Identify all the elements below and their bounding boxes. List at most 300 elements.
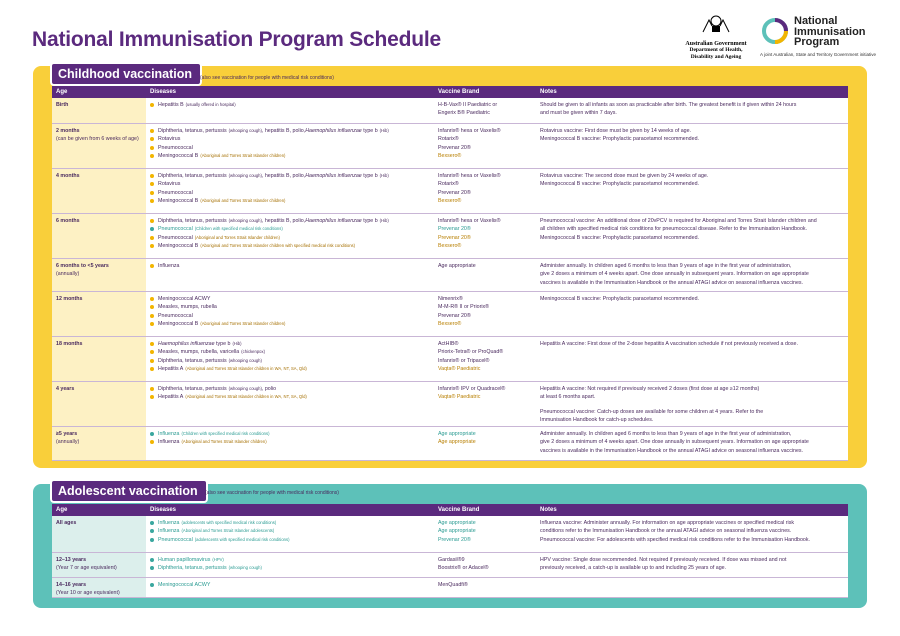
brand-cell xyxy=(434,427,536,460)
disease-small: (Aboriginal and Torres Strait Islander children) xyxy=(200,320,286,326)
bullet-icon xyxy=(150,322,154,326)
disease-small: (Aboriginal and Torres Strait Islander children in WA, NT, SA, Qld) xyxy=(185,365,307,371)
disease-text xyxy=(158,527,274,535)
vaccine-brand: ActHIB® xyxy=(438,341,459,347)
notes-cell xyxy=(536,124,848,168)
age-label: 12 months xyxy=(56,296,83,302)
bullet-icon xyxy=(150,264,154,268)
note-line: Immunisation Handbook for catch-up schedules. xyxy=(540,416,654,423)
note-line: give 2 doses a minimum of 4 weeks apart. One dose annually in subsequent years. Information on age appropriate xyxy=(540,271,809,278)
disease-text: Diphtheria, tetanus, pertussis xyxy=(158,386,227,392)
table-row xyxy=(52,124,848,169)
disease-item xyxy=(150,127,430,135)
vaccine-brand: Vaqta® Paediatric xyxy=(438,365,481,372)
disease-item xyxy=(150,527,430,535)
disease-text: Measles, mumps, rubella, varicella xyxy=(158,349,240,356)
notes-cell xyxy=(536,382,848,426)
disease-text: Pneumococcal xyxy=(158,312,193,319)
nip-line3: Program xyxy=(794,36,840,48)
disease-text3: type b xyxy=(361,128,378,134)
nip-line1: National xyxy=(794,15,838,27)
brand-cell xyxy=(434,516,536,552)
disease-item xyxy=(150,234,430,242)
disease-text xyxy=(158,385,276,393)
brand-cell xyxy=(434,259,536,291)
disease-item xyxy=(150,101,430,109)
age-cell xyxy=(52,516,146,552)
disease-text: Pneumococcal xyxy=(158,536,193,543)
disease-text: Meningococcal B xyxy=(158,242,199,249)
disease-text xyxy=(158,340,242,348)
vaccine-brand: Infanrix® hexa or Vaxelis® xyxy=(438,173,501,179)
disease-text xyxy=(158,180,180,188)
table-row xyxy=(52,214,848,259)
disease-text: Pneumococcal xyxy=(158,189,193,196)
vaccine-brand: Infanrix® IPV or Quadracel® xyxy=(438,386,506,392)
note-line: at least 6 months apart. xyxy=(540,394,596,401)
diseases-cell xyxy=(146,516,434,552)
age-cell xyxy=(52,98,146,123)
disease-text: Diphtheria, tetanus, pertussis xyxy=(158,565,227,572)
brand-cell xyxy=(434,578,536,597)
header-age: Age xyxy=(56,89,68,95)
vaccine-brand: Rotarix® xyxy=(438,136,459,143)
note-line: vaccines is available in the Immunisation Handbook or the annual ATAGI advice on seasonal influenza vaccines. xyxy=(540,447,804,454)
disease-text: Meningococcal B xyxy=(158,320,199,327)
note-line: all children with specified medical risk conditions for pneumococcal disease. Refer to the Immunisation Handbook. xyxy=(540,226,808,233)
disease-small: (Aboriginal and Torres Strait Islander adolescents) xyxy=(181,528,275,534)
nip-subtitle: A joint Australian, State and Territory Government initiative xyxy=(760,52,876,57)
diseases-cell xyxy=(146,98,434,123)
header-notes: Notes xyxy=(540,89,557,95)
vaccine-brand: Age appropriate xyxy=(438,439,476,446)
vaccine-brand: MenQuadfi® xyxy=(438,582,468,588)
bullet-icon xyxy=(150,440,154,444)
disease-italic: Haemophilus influenzae xyxy=(305,128,362,134)
note-line: Hepatitis A vaccine: Not required if previously received 2 doses (first dose at age ≥12 months) xyxy=(540,386,760,392)
table-row xyxy=(52,382,848,427)
adolescent-section-note: (also see vaccination for people with medical risk conditions) xyxy=(205,490,339,496)
brand-cell xyxy=(434,124,536,168)
table-row xyxy=(52,516,848,553)
gov-line1: Australian Government xyxy=(685,41,747,47)
brand-cell xyxy=(434,169,536,213)
bullet-icon xyxy=(150,146,154,150)
disease-text: Influenza xyxy=(158,431,180,437)
disease-item xyxy=(150,340,430,348)
table-row xyxy=(52,169,848,214)
disease-text: Rotavirus xyxy=(158,136,181,143)
vaccine-brand: Bexsero® xyxy=(438,152,462,159)
disease-small: (whooping cough) xyxy=(228,173,262,178)
disease-item xyxy=(150,144,430,152)
disease-text: Rotavirus xyxy=(158,181,181,188)
bullet-icon xyxy=(150,182,154,186)
note-line: Meningococcal B vaccine: Prophylactic paracetamol recommended. xyxy=(540,181,699,188)
table-row xyxy=(52,553,848,578)
disease-text: Hepatitis A xyxy=(158,365,184,372)
disease-small: (chickenpox) xyxy=(241,349,265,355)
disease-text: Diphtheria, tetanus, pertussis xyxy=(158,128,227,134)
vaccine-brand: Prevenar 20® xyxy=(438,226,471,233)
note-line: Administer annually. In children aged 6 months to less than 9 years of age in the first year of administration, xyxy=(540,263,792,269)
disease-text: Diphtheria, tetanus, pertussis xyxy=(158,218,227,224)
note-line: Hepatitis A vaccine: First dose of the 2-dose hepatitis A vaccination schedule if not previously received a dose. xyxy=(540,341,798,347)
disease-text: Influenza xyxy=(158,528,180,535)
table-row xyxy=(52,292,848,337)
bullet-icon xyxy=(150,367,154,371)
age-label: 12–13 years xyxy=(56,557,87,563)
bullet-icon xyxy=(150,191,154,195)
vaccine-brand: Priorix-Tetra® or ProQuad® xyxy=(438,349,504,356)
gov-line3: Disability and Ageing xyxy=(690,53,742,60)
table-row xyxy=(52,427,848,461)
disease-text xyxy=(158,234,280,242)
brand-cell xyxy=(434,98,536,123)
disease-item xyxy=(150,189,430,197)
disease-small: (Aboriginal and Torres Strait Islander children) xyxy=(200,197,286,203)
bullet-icon xyxy=(150,350,154,354)
notes-cell xyxy=(536,259,848,291)
brand-cell xyxy=(434,553,536,577)
disease-text xyxy=(158,295,210,303)
disease-small: (HPV) xyxy=(212,557,224,562)
disease-text xyxy=(158,303,217,311)
bullet-icon xyxy=(150,566,154,570)
disease-text xyxy=(158,536,289,544)
note-line: Rotavirus vaccine: First dose must be given by 14 weeks of age. xyxy=(540,128,692,134)
age-label: 14–16 years xyxy=(56,582,87,588)
notes-cell xyxy=(536,427,848,460)
disease-item xyxy=(150,180,430,188)
age-cell xyxy=(52,259,146,291)
table-header xyxy=(52,86,848,98)
disease-text: Meningococcal B xyxy=(158,197,199,204)
disease-small: (whooping cough) xyxy=(228,218,262,223)
childhood-section-note: (also see vaccination for people with medical risk conditions) xyxy=(200,75,334,81)
disease-item xyxy=(150,581,430,589)
disease-text: Influenza xyxy=(158,439,180,446)
vaccine-brand: Age appropriate xyxy=(438,263,476,269)
disease-text: Diphtheria, tetanus, pertussis xyxy=(158,357,227,364)
vaccine-brand: Infanrix® or Tripacel® xyxy=(438,357,490,364)
age-label: 2 months xyxy=(56,128,80,134)
note-line: Rotavirus vaccine: The second dose must be given by 24 weeks of age. xyxy=(540,173,709,179)
table-row xyxy=(52,337,848,382)
disease-text xyxy=(158,357,262,365)
notes-cell xyxy=(536,337,848,381)
notes-cell xyxy=(536,516,848,552)
disease-text: Pneumococcal xyxy=(158,234,193,241)
disease-text: Measles, mumps, rubella xyxy=(158,304,217,311)
bullet-icon xyxy=(150,154,154,158)
disease-text xyxy=(158,189,193,197)
disease-text xyxy=(158,225,283,233)
bullet-icon xyxy=(150,342,154,346)
disease-text: Influenza xyxy=(158,263,180,269)
disease-small: (Children with specified medical risk conditions) xyxy=(194,226,283,232)
disease-text: Human papillomavirus xyxy=(158,557,211,563)
age-cell xyxy=(52,382,146,426)
childhood-section xyxy=(33,66,867,468)
brand-cell xyxy=(434,292,536,336)
vaccine-brand: Prevenar 20® xyxy=(438,234,471,241)
australian-government-logo xyxy=(676,14,756,60)
vaccine-brand: Prevenar 20® xyxy=(438,189,471,196)
table-row xyxy=(52,259,848,292)
age-sublabel: (can be given from 6 weeks of age) xyxy=(56,136,139,143)
note-line: Pneumococcal vaccine: An additional dose of 20vPCV is required for Aboriginal and Torres Strait Islander children and xyxy=(540,218,817,224)
disease-small: (usually offered in hospital) xyxy=(185,102,236,107)
disease-text xyxy=(158,101,236,109)
diseases-cell xyxy=(146,337,434,381)
disease-item xyxy=(150,262,430,270)
disease-item xyxy=(150,556,430,564)
vaccine-brand: Bexsero® xyxy=(438,320,462,327)
disease-text xyxy=(158,312,193,320)
disease-text: Hepatitis B xyxy=(158,102,184,108)
disease-item xyxy=(150,303,430,311)
disease-text xyxy=(158,217,389,225)
disease-small: (Aboriginal and Torres Strait Islander children) xyxy=(194,234,280,240)
note-line: Influenza vaccine: Administer annually. For information on age appropriate vaccines or specified medical risk xyxy=(540,520,794,526)
bullet-icon xyxy=(150,538,154,542)
vaccine-brand: Prevenar 20® xyxy=(438,144,471,151)
disease-item xyxy=(150,393,430,401)
disease-item xyxy=(150,225,430,233)
disease-text xyxy=(158,348,265,356)
disease-text xyxy=(158,127,389,135)
bullet-icon xyxy=(150,129,154,133)
notes-cell xyxy=(536,214,848,258)
note-line: HPV vaccine: Single dose recommended. Not required if previously received. If dose was missed and not xyxy=(540,557,787,563)
disease-text2: , hepatitis B, polio, xyxy=(261,218,306,224)
disease-text2: , polio xyxy=(261,386,277,392)
disease-item xyxy=(150,135,430,143)
bullet-icon xyxy=(150,219,154,223)
note-line: Should be given to all infants as soon as practicable after birth. The greatest benefit is if given within 24 hours xyxy=(540,102,797,108)
disease-small: (Aboriginal and Torres Strait Islander children with specified medical risk conditions) xyxy=(200,242,356,248)
disease-text: Meningococcal ACWY xyxy=(158,296,211,302)
disease-item xyxy=(150,357,430,365)
disease-item xyxy=(150,295,430,303)
notes-cell xyxy=(536,292,848,336)
note-line: vaccines is available in the Immunisation Handbook or the annual ATAGI advice on seasonal influenza vaccines. xyxy=(540,279,804,286)
note-line: give 2 doses a minimum of 4 weeks apart. One dose annually in subsequent years. Information on age appropriate xyxy=(540,439,809,446)
disease-text: Hepatitis A xyxy=(158,394,184,401)
disease-text xyxy=(158,430,269,438)
age-label: All ages xyxy=(56,520,77,526)
vaccine-brand: Engerix B® Paediatric xyxy=(438,110,490,117)
bullet-icon xyxy=(150,387,154,391)
disease-item xyxy=(150,519,430,527)
adolescent-section xyxy=(33,484,867,608)
disease-text: Meningococcal B xyxy=(158,152,199,159)
page-title: National Immunisation Program Schedule xyxy=(32,28,441,51)
disease-italic: Haemophilus influenzae xyxy=(158,341,215,347)
nip-ring-icon xyxy=(760,16,790,46)
disease-item xyxy=(150,430,430,438)
disease-text xyxy=(158,365,307,373)
age-sublabel: (annually) xyxy=(56,439,80,446)
vaccine-brand: Infanrix® hexa or Vaxelis® xyxy=(438,218,501,224)
age-label: 4 years xyxy=(56,386,75,392)
disease-small: (Aboriginal and Torres Strait Islander children in WA, NT, SA, Qld) xyxy=(185,394,307,400)
vaccine-brand: H-B-Vax® II Paediatric or xyxy=(438,102,498,108)
disease-text: Diphtheria, tetanus, pertussis xyxy=(158,173,227,179)
brand-cell xyxy=(434,382,536,426)
disease-text: Pneumococcal xyxy=(158,226,193,233)
bullet-icon xyxy=(150,521,154,525)
diseases-cell xyxy=(146,292,434,336)
note-line: conditions refer to the Immunisation Handbook or the annual ATAGI advice on seasonal influenza vaccines. xyxy=(540,528,792,535)
header-brand: Vaccine Brand xyxy=(438,507,480,513)
bullet-icon xyxy=(150,236,154,240)
note-line: Administer annually. In children aged 6 months to less than 9 years of age in the first year of administration, xyxy=(540,431,792,437)
disease-small: (whooping cough) xyxy=(228,565,262,571)
vaccine-brand: Age appropriate xyxy=(438,520,476,526)
age-sublabel: (annually) xyxy=(56,271,80,278)
diseases-cell xyxy=(146,259,434,291)
disease-small: (adolescents with specified medical risk conditions) xyxy=(194,536,290,542)
age-cell xyxy=(52,337,146,381)
bullet-icon xyxy=(150,432,154,436)
disease-text xyxy=(158,564,262,572)
disease-text xyxy=(158,262,180,270)
disease-text xyxy=(158,242,355,250)
vaccine-brand: Nimenrix® xyxy=(438,296,463,302)
disease-item xyxy=(150,365,430,373)
brand-cell xyxy=(434,337,536,381)
brand-cell xyxy=(434,214,536,258)
diseases-cell xyxy=(146,553,434,577)
bullet-icon xyxy=(150,305,154,309)
disease-item xyxy=(150,385,430,393)
bullet-icon xyxy=(150,103,154,107)
nip-line2: Immunisation xyxy=(794,25,866,38)
vaccine-brand: Vaqta® Paediatric xyxy=(438,394,481,401)
disease-text xyxy=(158,197,285,205)
bullet-icon xyxy=(150,583,154,587)
disease-item xyxy=(150,438,430,446)
header-age: Age xyxy=(56,507,68,513)
disease-small: (whooping cough) xyxy=(228,357,262,363)
bullet-icon xyxy=(150,227,154,231)
age-label: Birth xyxy=(56,102,69,108)
table-header xyxy=(52,504,848,516)
disease-italic: Haemophilus influenzae xyxy=(305,218,362,224)
age-sublabel: (Year 10 or age equivalent) xyxy=(56,590,120,597)
bullet-icon xyxy=(150,297,154,301)
disease-text: Pneumococcal xyxy=(158,144,193,151)
notes-cell xyxy=(536,553,848,577)
disease-item xyxy=(150,348,430,356)
disease-small: (whooping cough) xyxy=(228,386,262,391)
notes-cell xyxy=(536,578,848,597)
age-sublabel: (Year 7 or age equivalent) xyxy=(56,565,117,572)
bullet-icon xyxy=(150,199,154,203)
disease-item xyxy=(150,536,430,544)
age-cell xyxy=(52,169,146,213)
disease-small2: (Hib) xyxy=(232,341,242,346)
vaccine-brand: M-M-R® II or Priorix® xyxy=(438,304,490,311)
disease-text: Influenza xyxy=(158,520,180,526)
bullet-icon xyxy=(150,314,154,318)
disease-small: (adolescents with specified medical risk conditions) xyxy=(181,520,277,525)
disease-item xyxy=(150,172,430,180)
diseases-cell xyxy=(146,124,434,168)
disease-item xyxy=(150,312,430,320)
diseases-cell xyxy=(146,382,434,426)
disease-text xyxy=(158,393,307,401)
notes-cell xyxy=(536,98,848,123)
header-diseases: Diseases xyxy=(150,507,177,513)
age-cell xyxy=(52,292,146,336)
coat-of-arms-icon xyxy=(699,14,733,34)
disease-small2: (Hib) xyxy=(379,173,389,178)
adolescent-table xyxy=(52,504,848,598)
bullet-icon xyxy=(150,137,154,141)
adolescent-section-label: Adolescent vaccination xyxy=(50,479,208,503)
disease-item xyxy=(150,217,430,225)
disease-item xyxy=(150,242,430,250)
childhood-section-label: Childhood vaccination xyxy=(50,62,202,86)
disease-text xyxy=(158,144,193,152)
age-cell xyxy=(52,553,146,577)
disease-small: (Aboriginal and Torres Strait Islander children) xyxy=(200,152,286,158)
vaccine-brand: Prevenar 20® xyxy=(438,312,471,319)
disease-item xyxy=(150,564,430,572)
header-notes: Notes xyxy=(540,507,557,513)
diseases-cell xyxy=(146,578,434,597)
vaccine-brand: Bexsero® xyxy=(438,242,462,249)
bullet-icon xyxy=(150,174,154,178)
disease-text xyxy=(158,320,285,328)
bullet-icon xyxy=(150,558,154,562)
vaccine-brand: Age appropriate xyxy=(438,528,476,535)
disease-item xyxy=(150,197,430,205)
bullet-icon xyxy=(150,359,154,363)
disease-text2: , hepatitis B, polio, xyxy=(261,128,306,134)
disease-text xyxy=(158,438,267,446)
bullet-icon xyxy=(150,529,154,533)
age-label: ≥5 years xyxy=(56,431,78,437)
disease-text3: type b xyxy=(214,341,231,347)
table-row xyxy=(52,578,848,598)
diseases-cell xyxy=(146,169,434,213)
note-line: Meningococcal B vaccine: Prophylactic paracetamol recommended. xyxy=(540,296,699,302)
disease-small: (Aboriginal and Torres Strait Islander children) xyxy=(181,439,267,445)
vaccine-brand: Bexsero® xyxy=(438,197,462,204)
age-cell xyxy=(52,427,146,460)
disease-text xyxy=(158,135,180,143)
age-label: 6 months to <5 years xyxy=(56,263,109,269)
disease-small2: (Hib) xyxy=(379,128,389,133)
disease-small: (Children with specified medical risk conditions) xyxy=(181,431,270,436)
bullet-icon xyxy=(150,395,154,399)
disease-text3: type b xyxy=(361,218,378,224)
notes-cell xyxy=(536,169,848,213)
gov-line2: Department of Health, xyxy=(689,47,743,53)
disease-text xyxy=(158,172,389,180)
header-diseases: Diseases xyxy=(150,89,177,95)
vaccine-brand: Boostrix® or Adacel® xyxy=(438,565,489,572)
disease-item xyxy=(150,152,430,160)
disease-small2: (Hib) xyxy=(379,218,389,223)
diseases-cell xyxy=(146,427,434,460)
age-label: 4 months xyxy=(56,173,80,179)
childhood-table xyxy=(52,86,848,461)
